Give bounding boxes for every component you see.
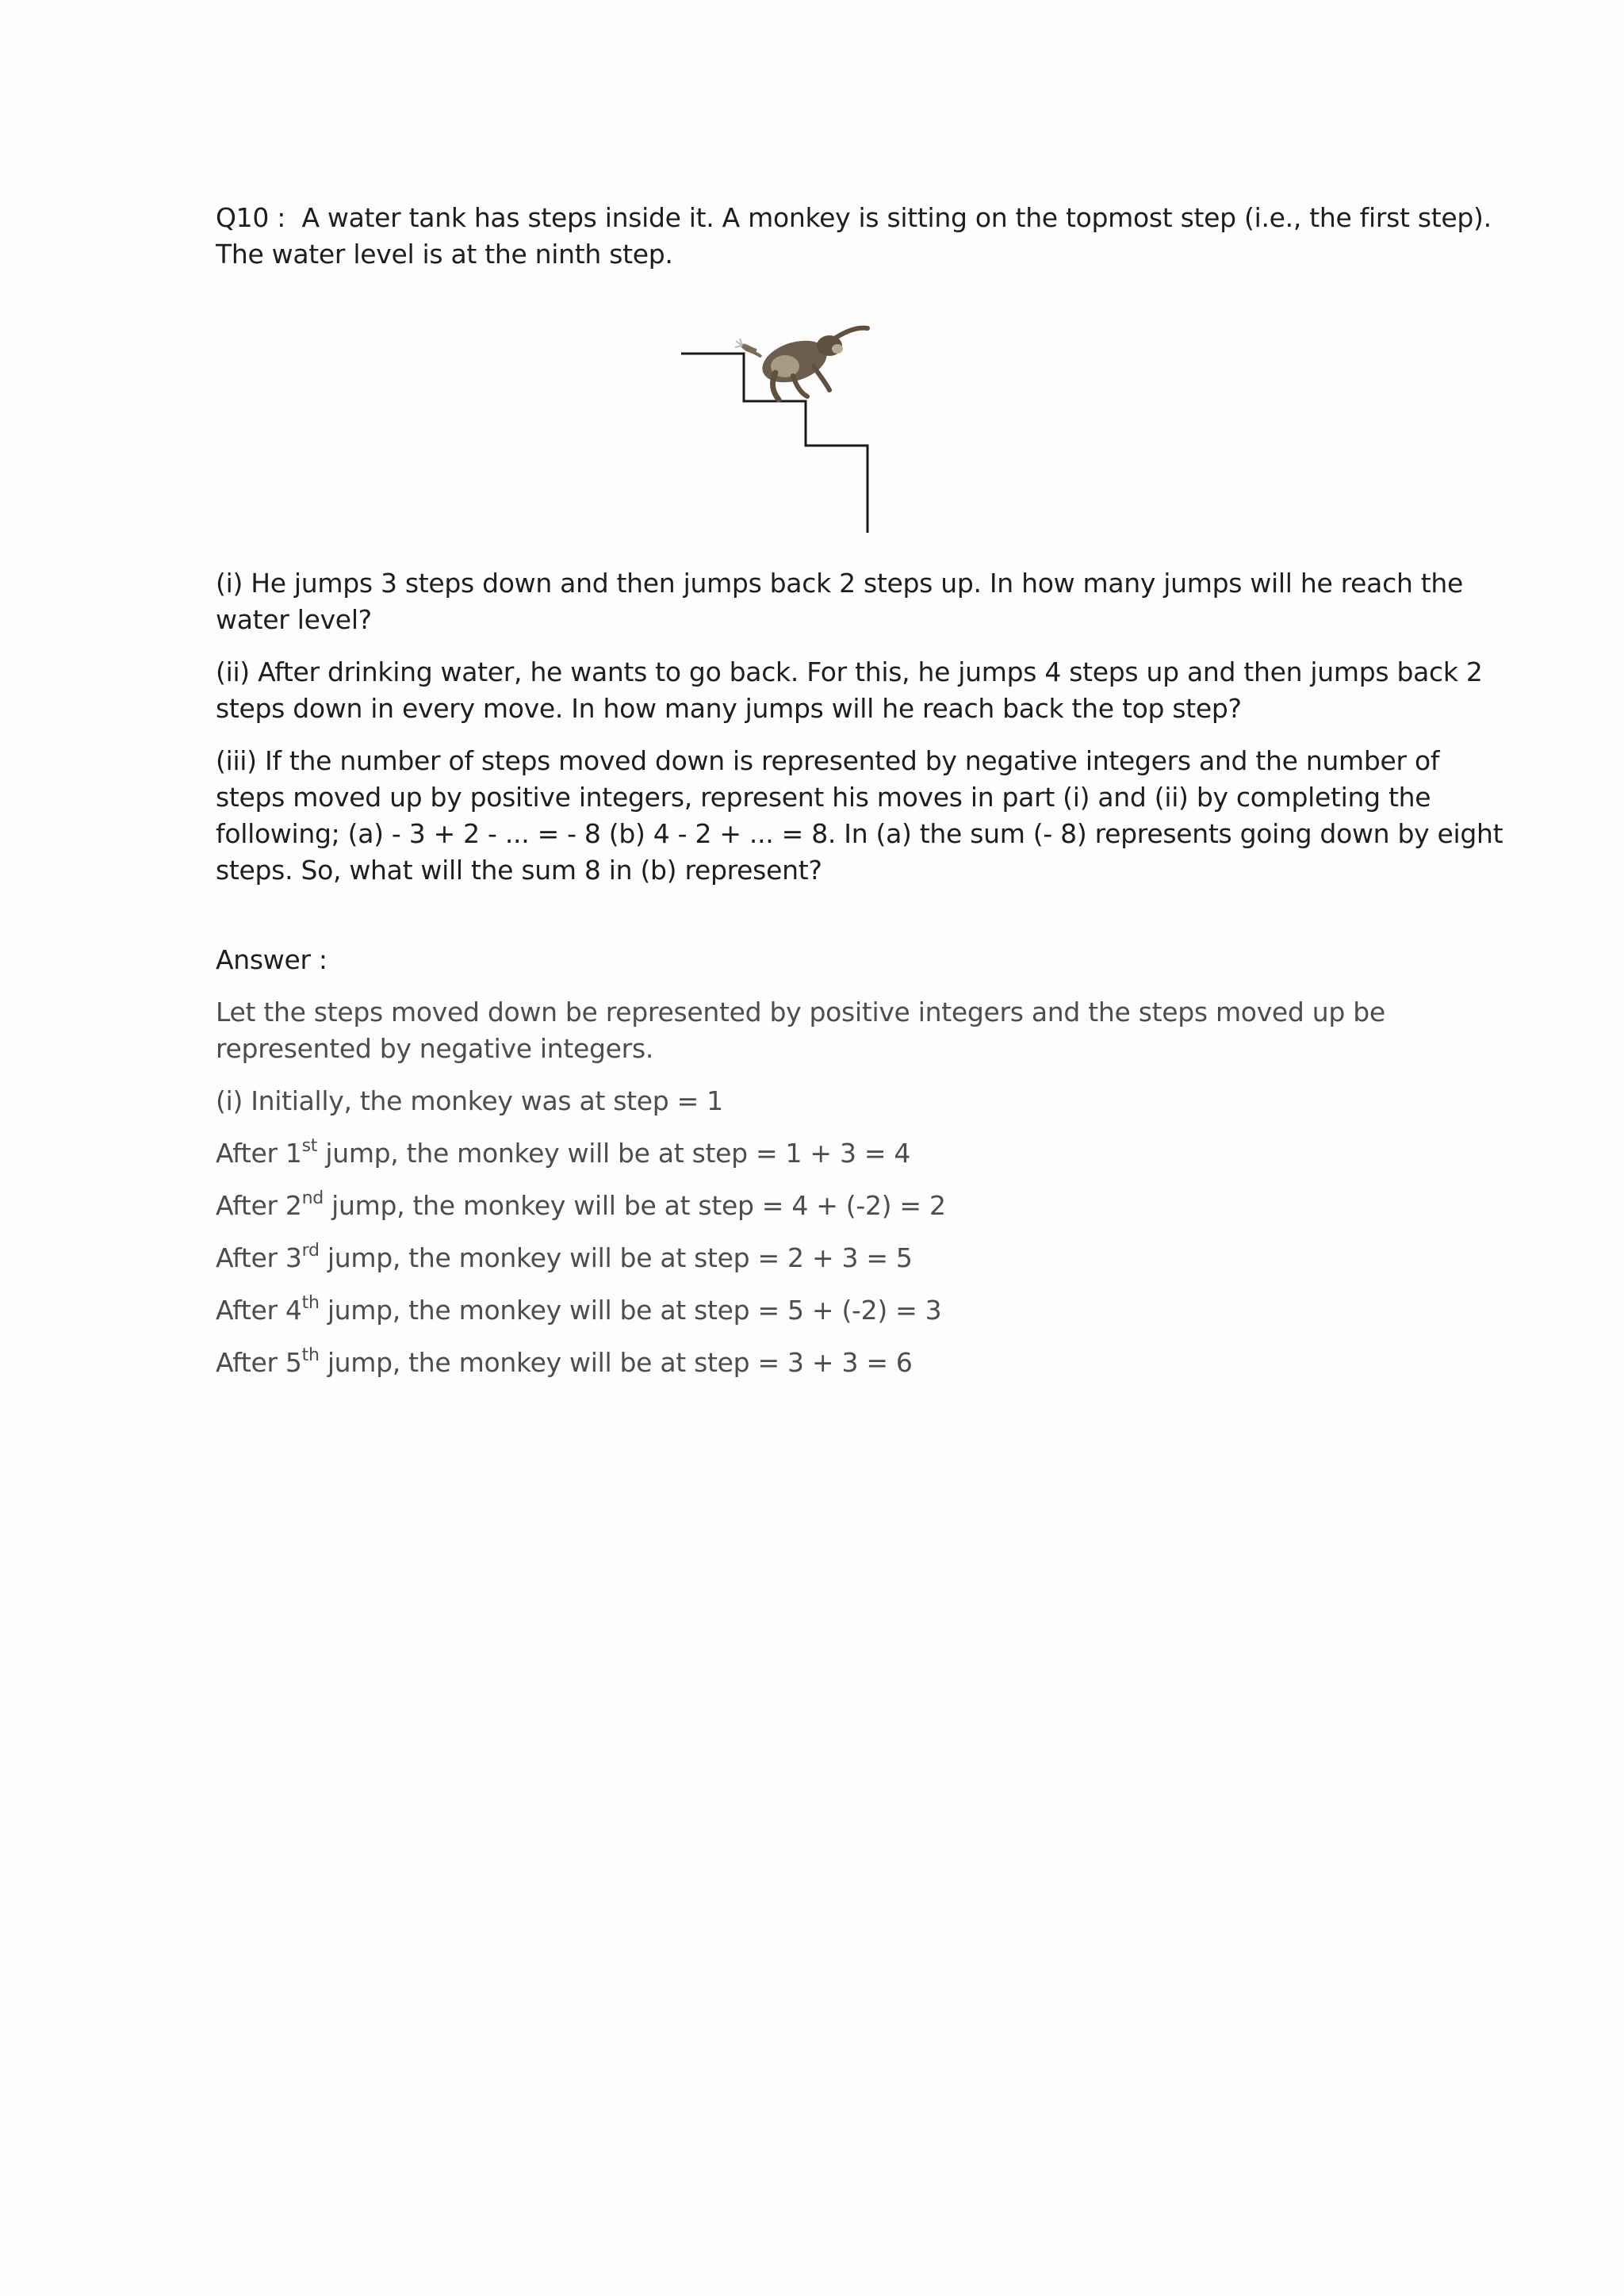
answer-jump: After 4th jump, the monkey will be at step = 5 + (-2) = 3 [216, 1293, 942, 1326]
answer-jump: After 3rd jump, the monkey will be at step = 2 + 3 = 5 [216, 1241, 913, 1273]
question-intro-line2: The water level is at the ninth step. [216, 239, 673, 270]
question-part-3 [216, 743, 1503, 889]
answer-jump: After 5th jump, the monkey will be at step = 3 + 3 = 6 [216, 1345, 913, 1378]
question-part-2 [216, 654, 1483, 727]
answer-intro [216, 994, 1421, 1067]
question-part-1 [216, 565, 1464, 638]
question-part-1-line2: water level? [216, 604, 372, 635]
question-intro-line1: Q10 : A water tank has steps inside it. A monkey is sitting on the topmost step (i.e., the first step). [216, 202, 1492, 233]
question-part-1-line1: (i) He jumps 3 steps down and then jumps back 2 steps up. In how many jumps will he reach the [216, 568, 1464, 599]
question-part-2-line1: (ii) After drinking water, he wants to go back. For this, he jumps 4 steps up and then jumps back 2 [216, 656, 1483, 687]
question-part-3-line3: following; (a) - 3 + 2 - ... = - 8 (b) 4 - 2 + ... = 8. In (a) the sum (- 8) represents going down by eight [216, 818, 1503, 849]
question-part-2-line2: steps down in every move. In how many jumps will he reach back the top step? [216, 693, 1242, 724]
question-part-3-line1: (iii) If the number of steps moved down is represented by negative integers and the number of [216, 745, 1440, 776]
staircase-figure [674, 317, 944, 539]
answer-initial: (i) Initially, the monkey was at step = 1 [216, 1085, 723, 1116]
monkey-on-steps-icon [674, 317, 944, 539]
answer-jump-list [216, 1135, 1421, 1397]
question-part-3-line4: steps. So, what will the sum 8 in (b) represent? [216, 855, 822, 886]
question-intro [216, 200, 1492, 273]
answer-jump: After 1st jump, the monkey will be at step = 1 + 3 = 4 [216, 1136, 911, 1169]
answer-intro-line2: represented by negative integers. [216, 1033, 654, 1064]
answer-label: Answer : [216, 944, 327, 975]
monkey-icon [735, 328, 868, 400]
answer-intro-line1: Let the steps moved down be represented by positive integers and the steps moved up be [216, 997, 1385, 1027]
question-label: Q10 : [216, 202, 286, 233]
question-part-3-line2: steps moved up by positive integers, represent his moves in part (i) and (ii) by completing the [216, 782, 1431, 813]
answer-jump: After 2nd jump, the monkey will be at step = 4 + (-2) = 2 [216, 1188, 946, 1221]
